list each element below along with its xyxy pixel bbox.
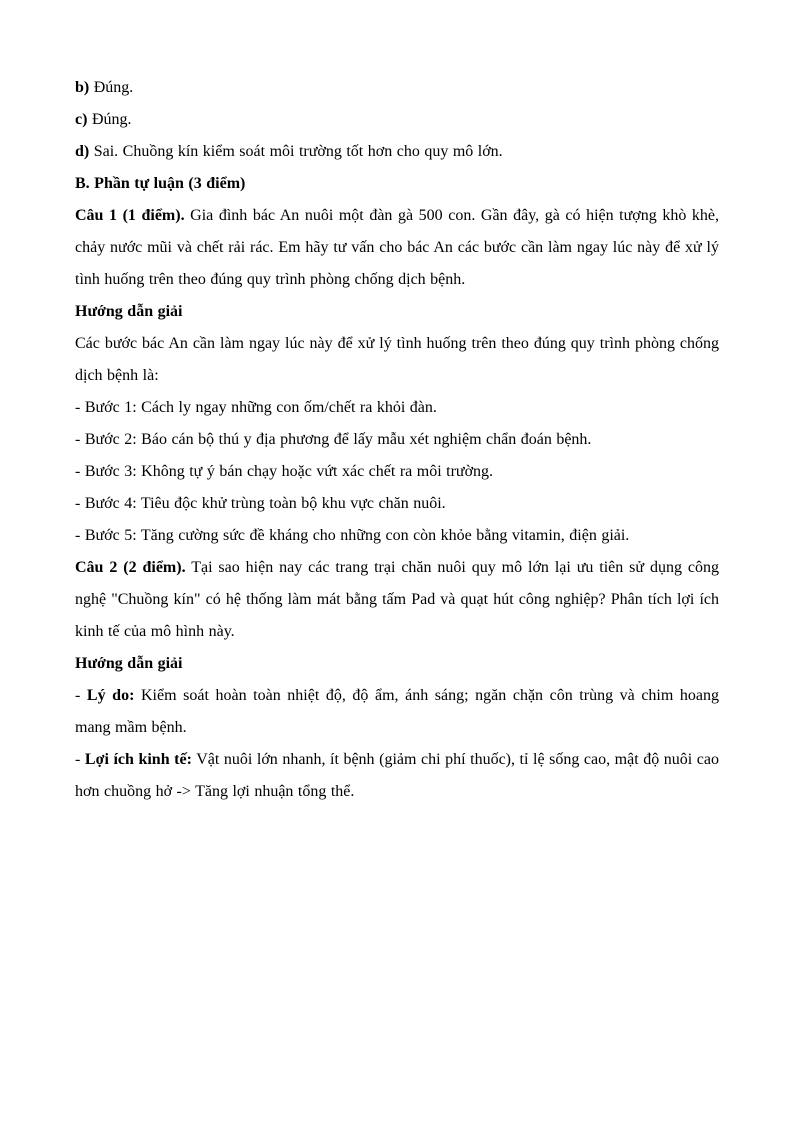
paragraph-text: Kiểm soát hoàn toàn nhiệt độ, độ ẩm, ánh sáng; ngăn chặn côn trùng và chim hoang mang mầm bệnh. [75,687,720,736]
paragraph-prefix: - [75,687,87,704]
paragraph-text: - Bước 2: Báo cán bộ thú y địa phương để lấy mẫu xét nghiệm chẩn đoán bệnh. [75,431,592,448]
paragraph [75,456,719,488]
document-content [75,72,719,808]
paragraph [75,104,719,136]
paragraph-bold-lead: Lý do: [86,687,135,704]
paragraph-bold-lead: Câu 1 (1 điểm). [75,207,185,224]
paragraph-bold-lead: B. Phần tự luận (3 điểm) [75,175,246,192]
paragraph-bold-lead: c) [75,111,88,128]
paragraph-text: Vật nuôi lớn nhanh, ít bệnh (giảm chi phí thuốc), tỉ lệ sống cao, mật độ nuôi cao hơn chuồng hở -> Tăng lợi nhuận tổng thể. [75,751,720,800]
paragraph [75,72,719,104]
paragraph-text: Đúng. [87,111,132,128]
paragraph-text: Các bước bác An cần làm ngay lúc này để xử lý tình huống trên theo đúng quy trình phòng chống dịch bệnh là: [75,335,719,384]
paragraph-text: - Bước 3: Không tự ý bán chạy hoặc vứt xác chết ra môi trường. [75,463,494,480]
paragraph [75,424,719,456]
paragraph-bold-lead: b) [75,79,90,96]
paragraph [75,328,719,392]
paragraph-prefix: - [75,751,85,768]
paragraph [75,552,719,648]
paragraph [75,200,719,296]
paragraph-text: - Bước 5: Tăng cường sức đề kháng cho những con còn khỏe bằng vitamin, điện giải. [75,527,630,544]
paragraph-bold-lead: Câu 2 (2 điểm). [75,559,186,576]
paragraph [75,648,719,680]
paragraph-text: Sai. Chuồng kín kiểm soát môi trường tốt hơn cho quy mô lớn. [89,143,503,160]
paragraph-bold-lead: Hướng dẫn giải [75,303,183,320]
paragraph-bold-lead: Lợi ích kinh tế: [84,751,192,768]
paragraph-text: Gia đình bác An nuôi một đàn gà 500 con. Gần đây, gà có hiện tượng khò khè, chảy nước mũi và chết rải rác. Em hãy tư vấn cho bác An các bước cần làm ngay lúc này để xử lý tình huống trên theo đúng quy trình phòng chống dịch bệnh. [75,207,719,288]
paragraph-text: - Bước 4: Tiêu độc khử trùng toàn bộ khu vực chăn nuôi. [75,495,446,512]
paragraph [75,296,719,328]
paragraph [75,168,719,200]
paragraph-text: - Bước 1: Cách ly ngay những con ốm/chết ra khỏi đàn. [75,399,437,416]
paragraph-text: Tại sao hiện nay các trang trại chăn nuôi quy mô lớn lại ưu tiên sử dụng công nghệ "Chuồng kín" có hệ thống làm mát bằng tấm Pad và quạt hút công nghiệp? Phân tích lợi ích kinh tế của mô hình này. [75,559,719,640]
paragraph [75,744,719,808]
paragraph [75,392,719,424]
paragraph-bold-lead: d) [75,143,90,160]
paragraph [75,680,719,744]
paragraph [75,136,719,168]
paragraph-bold-lead: Hướng dẫn giải [75,655,183,672]
paragraph [75,520,719,552]
paragraph [75,488,719,520]
paragraph-text: Đúng. [89,79,134,96]
